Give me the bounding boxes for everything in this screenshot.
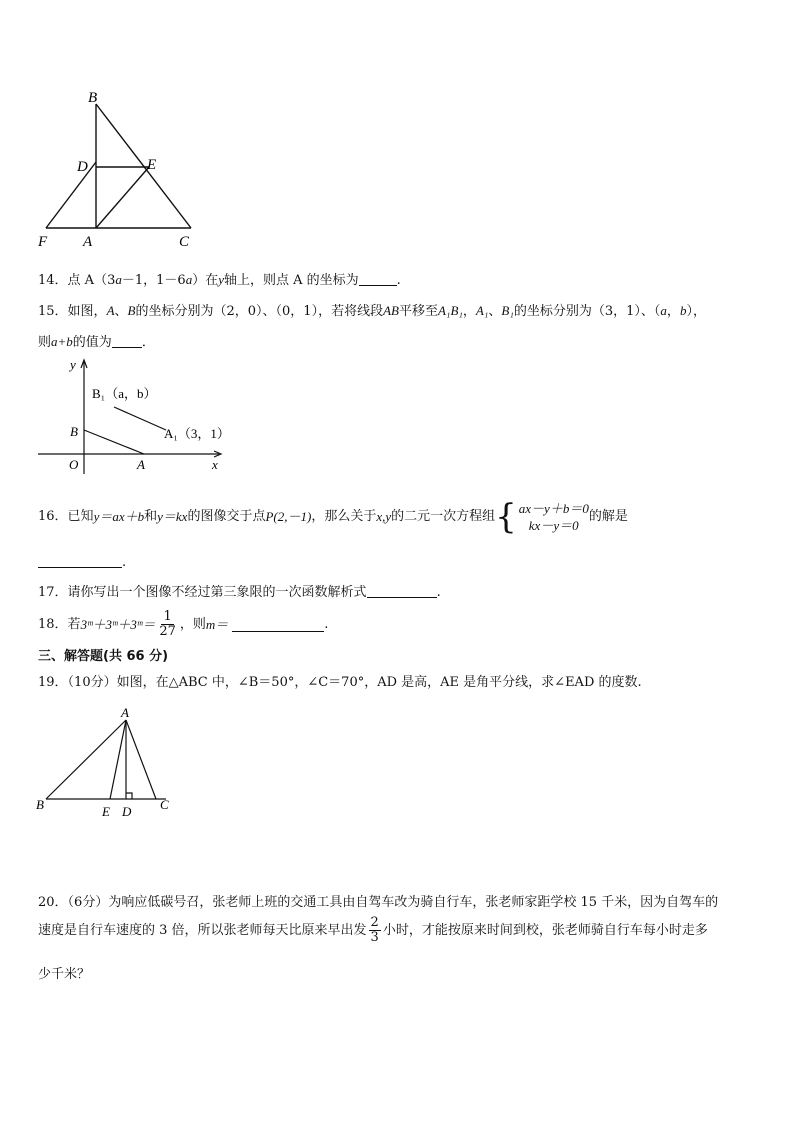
question-18: [38, 610, 328, 639]
label-e: E: [102, 804, 110, 819]
q14-text: 轴上，则点 A 的坐标为: [223, 273, 359, 288]
q20-text: 小时，才能按原来时间到校，张老师骑自行车每小时走多: [382, 922, 708, 938]
question-20-line-2: [38, 916, 708, 945]
label-b: B: [88, 90, 98, 106]
question-number: 15．: [38, 304, 68, 319]
fraction-denominator: 27: [159, 624, 176, 639]
fraction-numerator: 2: [370, 915, 379, 930]
question-20-line-1: [38, 894, 718, 912]
q16-text: 的解是: [588, 509, 628, 524]
q18-end: .: [324, 616, 329, 632]
label-b: B: [36, 797, 44, 812]
q16-eq2: y＝kx: [157, 509, 188, 524]
q18-text: ，则: [179, 616, 206, 632]
q15-var-a: a: [660, 303, 667, 318]
q17-text: 请你写出一个图像不经过第三象限的一次函数解析式: [67, 585, 367, 600]
answer-blank[interactable]: [359, 272, 397, 286]
q14-expr: －1，: [121, 273, 157, 288]
q14-var-a: a: [115, 272, 122, 287]
question-number: 17．: [38, 585, 68, 600]
q14-expr: 1－6: [156, 273, 186, 288]
q15-text: ，: [462, 304, 476, 319]
q15-point-b: B: [127, 303, 136, 318]
q15-text: 的值为: [72, 335, 112, 350]
q20-text: 速度是自行车速度的 3 倍，所以张老师每天比原来早出发: [38, 922, 367, 938]
q16-point: P(2,－1): [265, 509, 312, 524]
label-o: O: [69, 457, 79, 472]
q15-text: 平移至: [398, 304, 438, 319]
question-16: [38, 497, 628, 537]
label-e: E: [147, 157, 157, 173]
segment-a1b1: [114, 407, 166, 430]
answer-blank[interactable]: [232, 618, 324, 632]
q16-text: 和: [144, 509, 158, 524]
question-15-line-2: [38, 333, 155, 352]
q15-end: ．: [141, 335, 155, 350]
label-d: D: [77, 159, 88, 175]
fraction-numerator: 1: [163, 609, 172, 624]
fraction-one-over-27: [157, 610, 178, 639]
line-ae: [110, 720, 126, 799]
q16-end: .: [122, 555, 127, 570]
q18-text: 若: [67, 616, 81, 632]
q15-text: 则: [38, 335, 52, 350]
label-x: x: [212, 457, 218, 472]
line-ac: [126, 720, 156, 799]
question-number: 14．: [38, 273, 68, 288]
q15-point-a1: A₁: [475, 303, 489, 318]
q15-point-a: A: [106, 303, 115, 318]
label-d: D: [122, 804, 132, 819]
system-equation-2: kx－y＝0: [528, 518, 579, 533]
equation-system: [495, 497, 589, 537]
q15-text: ，: [666, 304, 680, 319]
line-ab: [46, 720, 126, 799]
coordinate-figure: [36, 352, 236, 477]
question-17: [38, 584, 441, 602]
label-y: y: [70, 357, 76, 372]
q20-text: 少千米？: [38, 967, 91, 982]
q17-end: .: [436, 585, 441, 600]
q14-axis: y: [218, 272, 224, 287]
q16-text: 的二元一次方程组: [391, 509, 496, 524]
q18-expr: 3ᵐ＋3ᵐ＋3ᵐ＝: [80, 616, 156, 632]
question-16-answer: [38, 554, 126, 572]
answer-blank[interactable]: [38, 554, 122, 568]
right-angle-icon: [126, 793, 132, 799]
line-bc: [96, 104, 191, 228]
question-number: 19．: [38, 675, 68, 690]
q14-expr: 3: [107, 273, 116, 288]
q19-text: （10分）如图，在△ABC 中，∠B＝50°，∠C＝70°，AD 是高，AE 是角平分线，求∠EAD 的度数.: [67, 675, 642, 690]
label-c: C: [179, 234, 190, 250]
q14-text-pre: 点 A（: [67, 273, 108, 288]
triangle-figure-bdefac: [36, 84, 206, 254]
q15-segment-a1b1: A₁B₁: [437, 303, 463, 318]
label-a: A: [83, 234, 93, 250]
line-ae: [96, 167, 149, 228]
question-14: [38, 271, 401, 290]
question-number: 18．: [38, 616, 68, 632]
q14-end: .: [396, 273, 401, 288]
q15-text: 的坐标分别为（3，1）、（: [513, 304, 661, 319]
q15-var-b: b: [679, 303, 687, 318]
line-fd: [46, 162, 96, 228]
label-b1: B₁（a，b）: [92, 386, 157, 401]
triangle-figure-abc: [34, 702, 174, 822]
q15-text: 的坐标分别为（2，0）、（0，1），若将线段: [135, 304, 384, 319]
question-number: 16．: [38, 509, 68, 524]
q16-text: 的图像交于点: [187, 509, 266, 524]
q14-text: ）在: [192, 273, 219, 288]
question-19: [38, 674, 642, 692]
left-brace-icon: {: [495, 497, 517, 537]
answer-blank[interactable]: [367, 584, 437, 598]
q15-text: 如图，: [67, 304, 107, 319]
fraction-two-thirds: [369, 916, 381, 945]
q15-expr: a+b: [51, 334, 73, 349]
label-c: C: [160, 797, 169, 812]
q15-segment-ab: AB: [383, 303, 399, 318]
q16-eq1: y＝ax＋b: [93, 509, 145, 524]
q15-text: ），: [686, 304, 706, 319]
q15-point-b1: B₁: [501, 303, 514, 318]
question-number: 20．: [38, 895, 68, 910]
label-f: F: [38, 234, 48, 250]
q16-vars: x,y: [376, 509, 392, 524]
label-b: B: [70, 424, 78, 439]
segment-ab: [84, 430, 144, 454]
label-a: A: [121, 705, 129, 720]
label-a: A: [137, 457, 145, 472]
system-equation-1: ax－y＋b＝0: [518, 501, 589, 516]
q18-var-m: m＝: [205, 616, 229, 632]
q20-text: （6分）为响应低碳号召，张老师上班的交通工具由自驾车改为骑自行车，张老师家距学校 15 千米，因为自驾车的: [67, 895, 719, 910]
question-15-line-1: 15．如图，A、B的坐标分别为（2，0）、（0，1），若将线段AB平移至A₁B₁，A₁、B₁的坐标分别为（3，1）、（a，b），: [38, 303, 706, 319]
q16-text: 已知: [67, 509, 94, 524]
fraction-denominator: 3: [370, 930, 379, 945]
q16-text: ，那么关于: [311, 509, 377, 524]
q14-var-a: a: [185, 272, 193, 287]
answer-blank[interactable]: [112, 334, 142, 348]
question-20-line-3: [38, 966, 90, 984]
section-title: 三、解答题(共 66 分): [38, 649, 169, 664]
label-a1: A₁（3，1）: [164, 426, 230, 441]
